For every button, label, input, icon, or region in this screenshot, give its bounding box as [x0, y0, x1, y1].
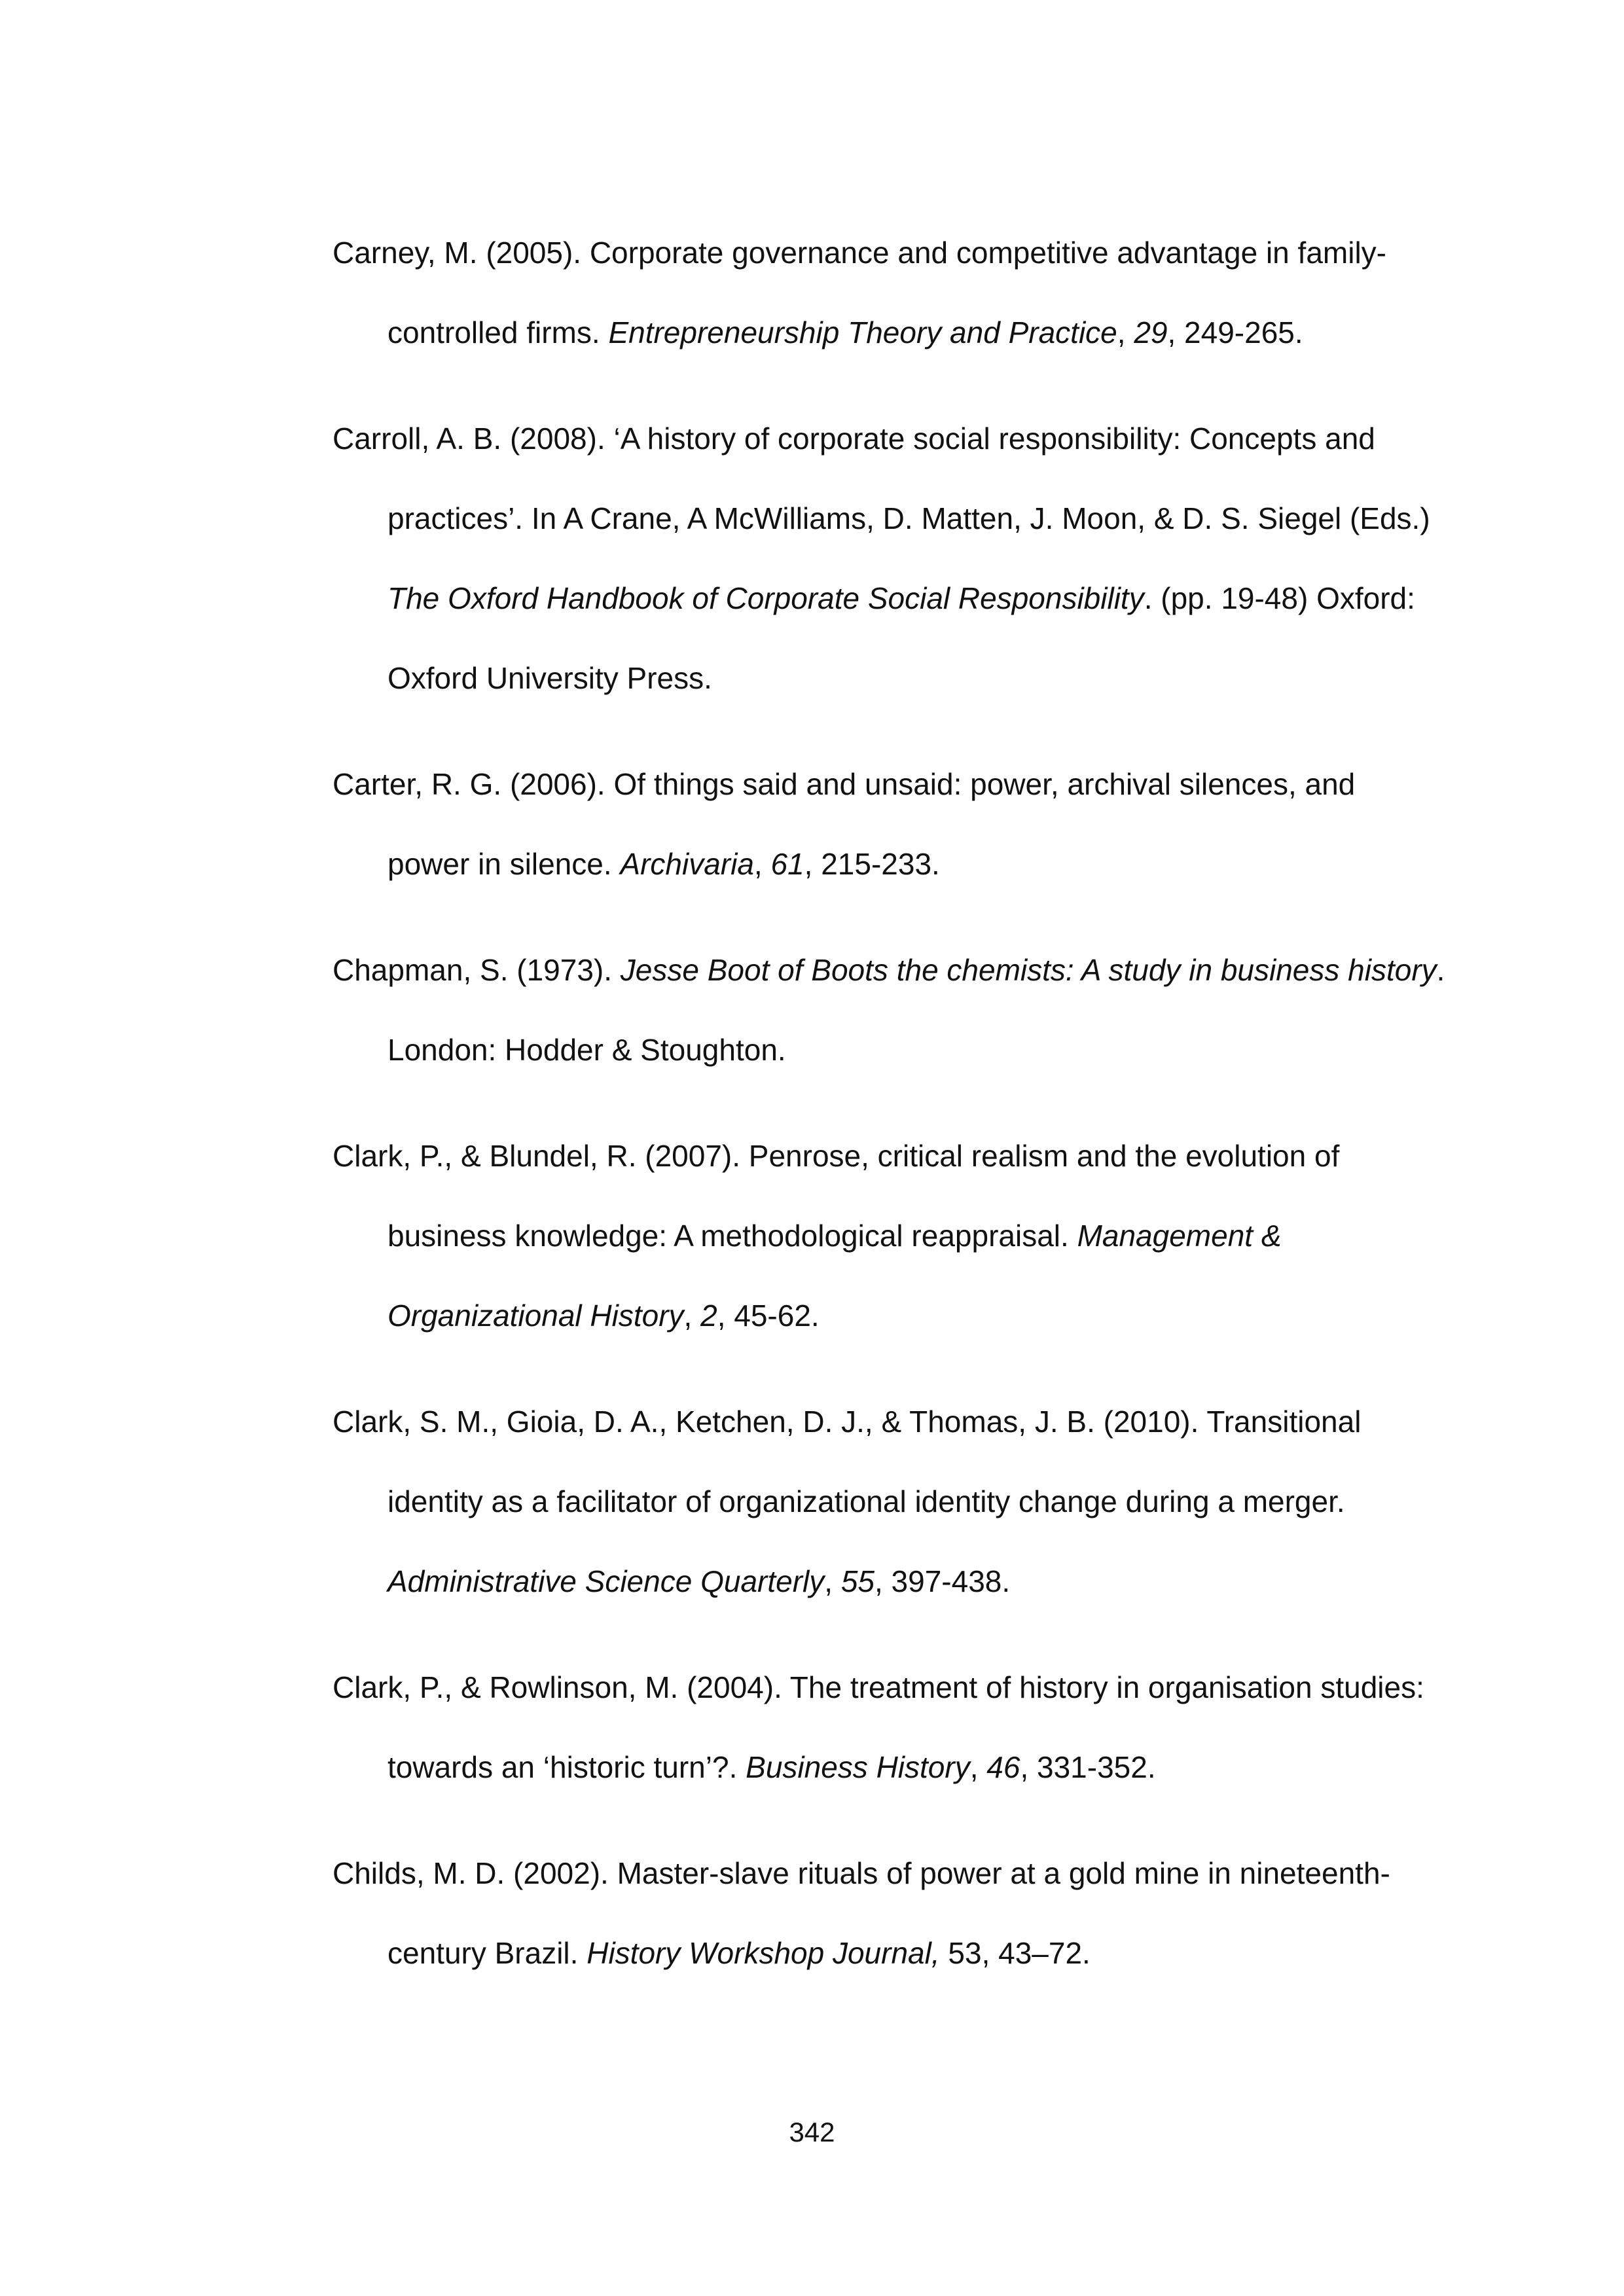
reference-text: Childs, M. D. (2002). Master-slave rituals of power at a gold mine in nineteenth-century Brazil. [333, 1856, 1390, 1970]
reference-text: , 397-438. [874, 1564, 1011, 1598]
reference-text: Clark, S. M., Gioia, D. A., Ketchen, D. J., & Thomas, J. B. (2010). Transitional identity as a facilitator of organizational identity change during a merger. [333, 1405, 1362, 1518]
reference-text: Carter, R. G. (2006). Of things said and unsaid: power, archival silences, and power in silence. [333, 767, 1356, 881]
reference-italic-text: 61 [770, 847, 804, 881]
reference-text: Clark, P., & Blundel, R. (2007). Penrose, critical realism and the evolution of business knowledge: A methodological reappraisal. [333, 1139, 1340, 1253]
page-number: 342 [789, 2117, 835, 2147]
reference-text: , [969, 1750, 987, 1784]
reference-text: , 215-233. [804, 847, 940, 881]
reference-entry [333, 1833, 1445, 1993]
reference-italic-text: Jesse Boot of Boots the chemists: A study in business history [620, 953, 1437, 987]
reference-text: , [1117, 315, 1134, 350]
reference-entry [333, 213, 1445, 372]
reference-italic-text: 46 [986, 1750, 1020, 1784]
reference-text: , 45-62. [717, 1299, 820, 1333]
reference-text: , [824, 1564, 841, 1598]
reference-entry [333, 930, 1445, 1090]
reference-italic-text: Entrepreneurship Theory and Practice [608, 315, 1117, 350]
reference-italic-text: The Oxford Handbook of Corporate Social Responsibility [388, 581, 1144, 615]
reference-italic-text: History Workshop Journal, [586, 1936, 940, 1970]
reference-text: Carney, M. (2005). Corporate governance and competitive advantage in family-controlled firms. [333, 236, 1386, 350]
reference-text: . (pp. 19-48) Oxford: Oxford University Press. [388, 581, 1415, 695]
reference-text: , [753, 847, 771, 881]
reference-text: , [683, 1299, 701, 1333]
reference-text: Clark, P., & Rowlinson, M. (2004). The treatment of history in organisation studies: towards an ‘historic turn’?. [333, 1670, 1424, 1784]
reference-italic-text: 29 [1134, 315, 1168, 350]
reference-italic-text: 55 [840, 1564, 875, 1598]
reference-text: Carroll, A. B. (2008). ‘A history of corporate social responsibility: Concepts and practices’. In A Crane, A McWilliams, D. Matten, J. Moon, & D. S. Siegel (Eds.) [333, 422, 1430, 535]
reference-entry [333, 1647, 1445, 1807]
reference-italic-text: Administrative Science Quarterly [388, 1564, 825, 1598]
reference-entry [333, 744, 1445, 904]
reference-text: . London: Hodder & Stoughton. [388, 953, 1445, 1067]
reference-entry [333, 1116, 1445, 1355]
reference-italic-text: Management & Organizational History [388, 1219, 1282, 1333]
reference-italic-text: 2 [700, 1299, 717, 1333]
reference-text: , 331-352. [1020, 1750, 1156, 1784]
reference-text: , 249-265. [1167, 315, 1303, 350]
reference-italic-text: Business History [746, 1750, 970, 1784]
reference-text: 53, 43–72. [939, 1936, 1091, 1970]
reference-italic-text: Archivaria [620, 847, 754, 881]
reference-entry [333, 399, 1445, 718]
reference-list [333, 213, 1445, 2019]
reference-text: Chapman, S. (1973). [333, 953, 621, 987]
reference-entry [333, 1382, 1445, 1621]
